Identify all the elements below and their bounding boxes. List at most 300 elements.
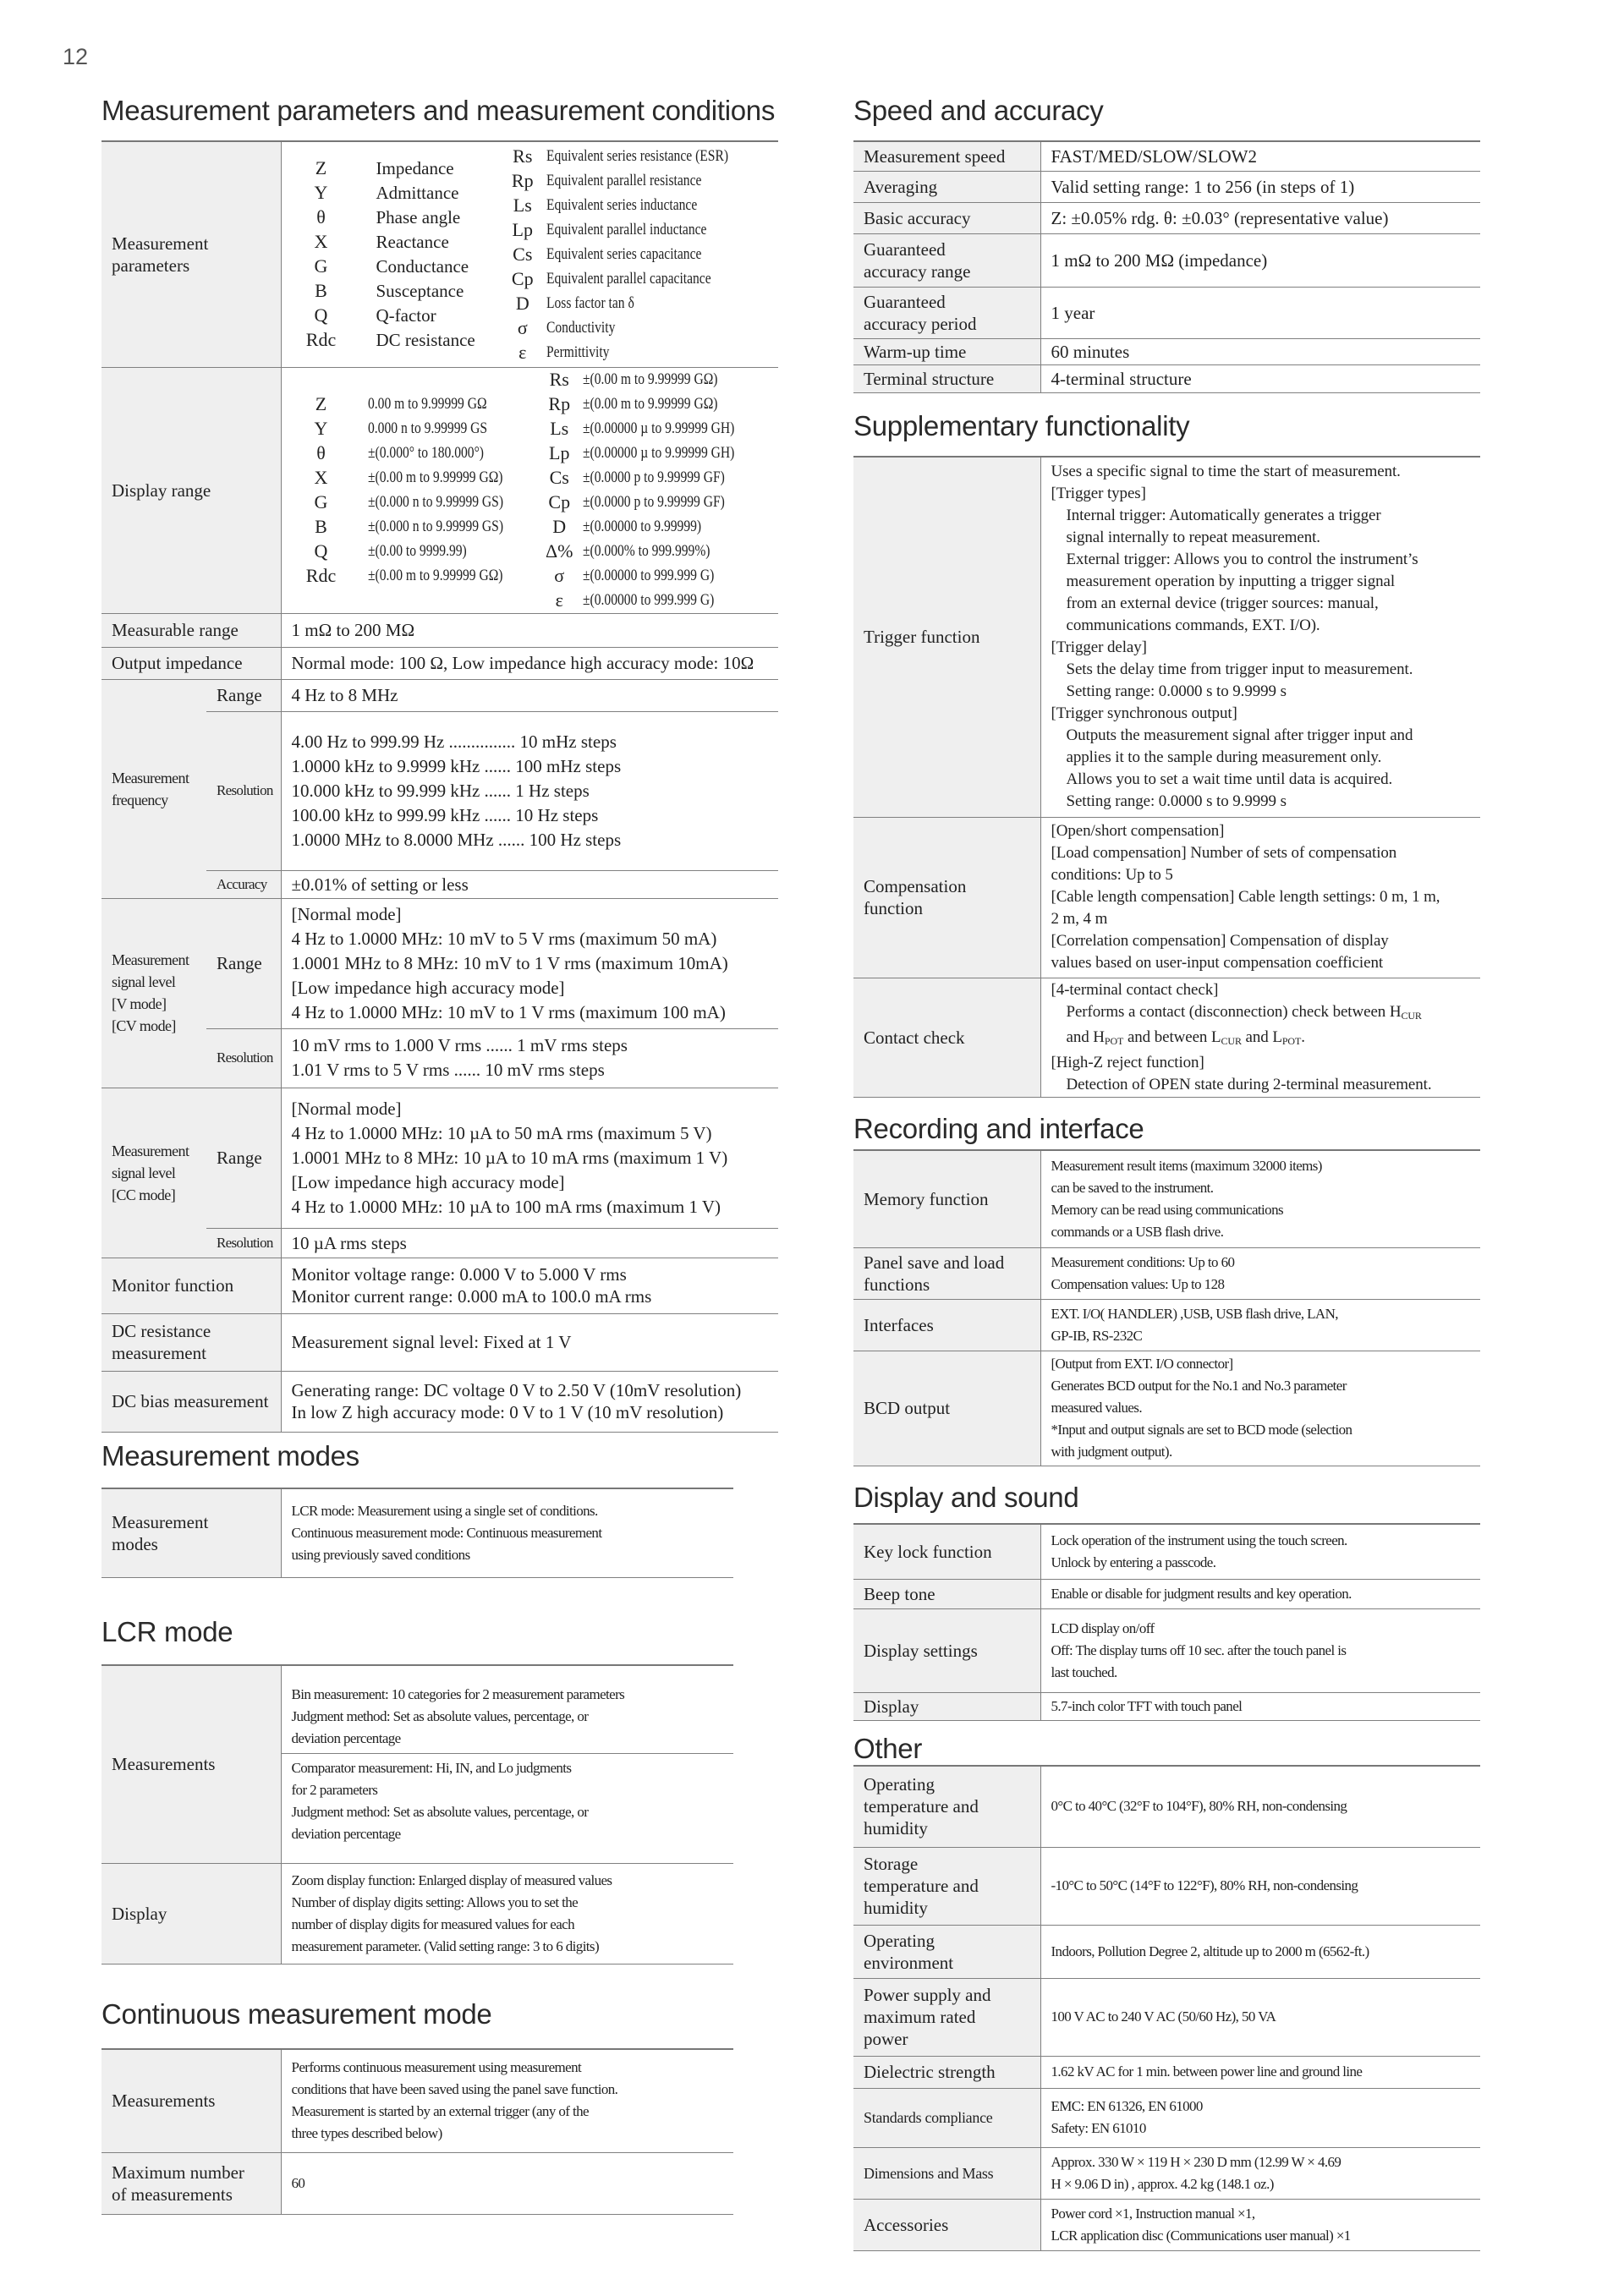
row-label: Accessories bbox=[853, 2199, 1040, 2250]
row-label: DC bias measurement bbox=[102, 1371, 281, 1432]
recording-table bbox=[853, 1149, 1480, 1466]
spec-row bbox=[853, 1766, 1480, 1847]
spec-line: Number of display digits setting: Allows you to set the bbox=[291, 1893, 579, 1910]
value-cell bbox=[1040, 457, 1480, 817]
display-range-item bbox=[292, 515, 543, 540]
description: ±(0.0000 p to 9.99999 GF) bbox=[583, 493, 726, 511]
spec-row bbox=[853, 978, 1480, 1097]
sub-label: Range bbox=[206, 1088, 281, 1228]
spec-row bbox=[102, 141, 778, 367]
description: ±(0.000° to 180.000°) bbox=[367, 444, 484, 462]
value-cell bbox=[281, 898, 778, 1028]
spec-line: 4-terminal structure bbox=[1051, 368, 1192, 389]
row-label: Measurement parameters bbox=[102, 141, 281, 367]
spec-row bbox=[853, 1247, 1480, 1299]
spec-line: Safety: EN 61010 bbox=[1051, 2120, 1146, 2136]
other-table bbox=[853, 1765, 1480, 2251]
value-cell bbox=[1040, 1847, 1480, 1925]
value-cell bbox=[281, 1313, 778, 1371]
value-cell bbox=[281, 711, 778, 870]
row-label: Measurement speed bbox=[853, 141, 1040, 171]
spec-row bbox=[102, 1088, 778, 1228]
spec-row bbox=[853, 233, 1480, 287]
spec-row bbox=[102, 898, 778, 1028]
display-range-grid bbox=[292, 368, 769, 613]
value-cell bbox=[1040, 2147, 1480, 2199]
spec-sub-line: Outputs the measurement signal after trigger input and bbox=[1066, 726, 1413, 745]
spec-line: 1 mΩ to 200 MΩ (impedance) bbox=[1051, 249, 1268, 271]
symbol: σ bbox=[517, 316, 528, 338]
spec-row bbox=[853, 1524, 1480, 1579]
spec-line: for 2 parameters bbox=[291, 1781, 378, 1798]
spec-line: LCD display on/off bbox=[1051, 1619, 1155, 1636]
spec-line: measured values. bbox=[1051, 1400, 1142, 1416]
row-label: Storage temperature and humidity bbox=[853, 1847, 1040, 1925]
symbol: Rs bbox=[513, 145, 533, 167]
spec-line: [Open/short compensation] bbox=[1051, 822, 1225, 840]
description: ±(0.00 to 9999.99) bbox=[367, 542, 467, 560]
spec-row bbox=[853, 1847, 1480, 1925]
spec-line: LCR mode: Measurement using a single set of conditions. bbox=[291, 1502, 598, 1519]
description: ±(0.000 n to 9.99999 GS) bbox=[367, 518, 503, 535]
symbol: Rp bbox=[511, 169, 534, 191]
spec-line: H × 9.06 D in) , approx. 4.2 kg (148.1 oz.) bbox=[1051, 2175, 1274, 2192]
spec-line: [Low impedance high accuracy mode] bbox=[291, 1171, 565, 1192]
spec-line: Monitor current range: 0.000 mA to 100.0 mA rms bbox=[291, 1286, 652, 1307]
group-label: Measurement signal level [V mode] [CV mode] bbox=[102, 898, 206, 1088]
spec-row bbox=[853, 141, 1480, 171]
description: Loss factor tan δ bbox=[546, 293, 634, 312]
continuous-table bbox=[102, 2048, 733, 2215]
value-cell bbox=[1040, 141, 1480, 171]
measurement-parameters-item bbox=[292, 205, 506, 230]
spec-line: Measurement is started by an external trigger (any of the bbox=[291, 2103, 589, 2120]
symbol: Rdc bbox=[305, 329, 337, 351]
modes-section-title: Measurement modes bbox=[102, 1440, 359, 1471]
spec-row bbox=[102, 613, 778, 647]
description: ±(0.00000 µ to 9.99999 GH) bbox=[583, 419, 735, 437]
spec-line: Compensation values: Up to 128 bbox=[1051, 1275, 1225, 1292]
spec-line: conditions that have been saved using the panel save function. bbox=[291, 2081, 618, 2098]
spec-row bbox=[102, 1313, 778, 1371]
row-label: Dimensions and Mass bbox=[853, 2147, 1040, 2199]
display-range-item bbox=[542, 441, 768, 466]
measurement-parameters-item bbox=[292, 279, 506, 304]
spec-line: values based on user-input compensation coefficient bbox=[1051, 954, 1384, 972]
row-label: Measurement modes bbox=[102, 1488, 281, 1577]
spec-line: 10 mV rms to 1.000 V rms ...... 1 mV rms steps bbox=[291, 1035, 628, 1055]
spec-row bbox=[853, 2199, 1480, 2250]
modes-table bbox=[102, 1488, 733, 1578]
measurement-parameters-item bbox=[292, 255, 506, 279]
description: ±(0.00000 to 9.99999) bbox=[583, 518, 702, 535]
spec-line: deviation percentage bbox=[291, 1825, 401, 1842]
value-cell bbox=[1040, 1579, 1480, 1608]
value-cell bbox=[281, 1088, 778, 1228]
speed-section-title: Speed and accuracy bbox=[853, 95, 1104, 126]
spec-line: with judgment output). bbox=[1051, 1444, 1172, 1460]
description: ±(0.00 m to 9.99999 GΩ) bbox=[367, 469, 502, 486]
spec-line: Indoors, Pollution Degree 2, altitude up to 2000 m (6562-ft.) bbox=[1051, 1943, 1369, 1959]
spec-row bbox=[102, 679, 778, 711]
value-cell bbox=[1040, 817, 1480, 978]
spec-line: Z: ±0.05% rdg. θ: ±0.03° (representative value) bbox=[1051, 207, 1389, 228]
spec-row bbox=[853, 364, 1480, 392]
symbol: Y bbox=[314, 418, 328, 439]
description: ±(0.00000 µ to 9.99999 GH) bbox=[583, 444, 735, 462]
value-cell bbox=[1040, 364, 1480, 392]
spec-line: last touched. bbox=[1051, 1663, 1117, 1680]
value-cell bbox=[1040, 171, 1480, 202]
spec-row bbox=[102, 1371, 778, 1432]
spec-row bbox=[102, 1863, 733, 1964]
description: ±(0.00 m to 9.99999 GΩ) bbox=[583, 370, 718, 388]
spec-line: conditions: Up to 5 bbox=[1051, 866, 1173, 884]
display-range-item bbox=[542, 466, 768, 490]
measurement-parameters-item bbox=[506, 168, 768, 193]
spec-line: 4.00 Hz to 999.99 Hz ............... 10 mHz steps bbox=[291, 731, 617, 752]
row-label: Operating temperature and humidity bbox=[853, 1766, 1040, 1847]
description: ±(0.00 m to 9.99999 GΩ) bbox=[583, 395, 718, 413]
spec-line: using previously saved conditions bbox=[291, 1546, 470, 1563]
spec-sub-line: External trigger: Allows you to control the instrument’s bbox=[1066, 551, 1418, 569]
symbol: B bbox=[315, 280, 327, 302]
spec-line: three types described below) bbox=[291, 2125, 442, 2142]
spec-line: [Cable length compensation] Cable length settings: 0 m, 1 m, bbox=[1051, 888, 1440, 906]
sub-label: Resolution bbox=[206, 711, 281, 870]
symbol: θ bbox=[316, 442, 326, 463]
value-cell bbox=[1040, 2056, 1480, 2088]
group-label: Measurement frequency bbox=[102, 679, 206, 898]
spec-sub-line: Performs a contact (disconnection) check between $H_{CUR}$ bbox=[1066, 1002, 1422, 1022]
sub-label: Resolution bbox=[206, 1028, 281, 1088]
spec-row bbox=[102, 2152, 733, 2214]
spec-line: Judgment method: Set as absolute values, percentage, or bbox=[291, 1707, 589, 1724]
row-label: Contact check bbox=[853, 978, 1040, 1097]
spec-row bbox=[853, 457, 1480, 817]
group-label: Measurement signal level [CC mode] bbox=[102, 1088, 206, 1258]
spec-line: [Low impedance high accuracy mode] bbox=[291, 977, 565, 998]
value-cell bbox=[1040, 1524, 1480, 1579]
spec-line: Judgment method: Set as absolute values, percentage, or bbox=[291, 1803, 589, 1820]
display-range-item bbox=[292, 417, 543, 441]
spec-line: number of display digits for measured values for each bbox=[291, 1915, 575, 1932]
spec-row bbox=[853, 338, 1480, 364]
spec-line: 4 Hz to 8 MHz bbox=[291, 685, 398, 705]
symbol: Lp bbox=[549, 442, 570, 463]
spec-row bbox=[853, 2147, 1480, 2199]
spec-row bbox=[102, 1488, 733, 1577]
spec-row bbox=[102, 1258, 778, 1313]
row-label: Basic accuracy bbox=[853, 202, 1040, 233]
description: Equivalent parallel capacitance bbox=[546, 269, 711, 288]
spec-line: Bin measurement: 10 categories for 2 measurement parameters bbox=[291, 1685, 625, 1702]
sub-label: Range bbox=[206, 898, 281, 1028]
spec-line: Continuous measurement mode: Continuous measurement bbox=[291, 1524, 602, 1541]
value-cell bbox=[1040, 338, 1480, 364]
measurement-parameters-item bbox=[292, 156, 506, 181]
description: Equivalent parallel resistance bbox=[546, 171, 702, 189]
spec-row bbox=[102, 367, 778, 613]
value-cell bbox=[1040, 1692, 1480, 1720]
symbol: D bbox=[515, 292, 529, 314]
value-cell bbox=[281, 1371, 778, 1432]
spec-line: [Normal mode] bbox=[291, 903, 402, 924]
display-range-item bbox=[292, 466, 543, 490]
row-label: Standards compliance bbox=[853, 2088, 1040, 2147]
spec-line: 10 µA rms steps bbox=[291, 1232, 407, 1253]
spec-line: [High-Z reject function] bbox=[1051, 1053, 1204, 1071]
spec-line: LCR application disc (Communications user manual) ×1 bbox=[1051, 2227, 1351, 2244]
value-cell bbox=[1040, 2199, 1480, 2250]
display-range-item bbox=[292, 392, 543, 417]
spec-line: EMC: EN 61326, EN 61000 bbox=[1051, 2098, 1203, 2114]
row-label: BCD output bbox=[853, 1351, 1040, 1466]
row-label: Monitor function bbox=[102, 1258, 281, 1313]
row-label: Interfaces bbox=[853, 1299, 1040, 1351]
description: ±(0.000 n to 9.99999 GS) bbox=[367, 493, 503, 511]
value-cell bbox=[1040, 1299, 1480, 1351]
measurement-parameters-item bbox=[506, 315, 768, 340]
display-range-item bbox=[542, 564, 768, 589]
symbol: Cs bbox=[513, 243, 533, 265]
spec-line: FAST/MED/SLOW/SLOW2 bbox=[1051, 145, 1257, 167]
value-cell bbox=[281, 1863, 733, 1964]
spec-line: 1.01 V rms to 5 V rms ...... 10 mV rms steps bbox=[291, 1060, 605, 1080]
spec-line: commands or a USB flash drive. bbox=[1051, 1223, 1224, 1240]
row-label: Warm-up time bbox=[853, 338, 1040, 364]
spec-row bbox=[853, 2088, 1480, 2147]
description: Q-factor bbox=[376, 305, 436, 326]
display-range-item bbox=[542, 490, 768, 515]
spec-row bbox=[102, 647, 778, 679]
spec-line: [Trigger delay] bbox=[1051, 638, 1147, 657]
measurement-parameters-item bbox=[292, 230, 506, 255]
row-label: Key lock function bbox=[853, 1524, 1040, 1579]
description: ±(0.00000 to 999.999 G) bbox=[583, 591, 715, 609]
display-range-item bbox=[542, 417, 768, 441]
description: ±(0.0000 p to 9.99999 GF) bbox=[583, 469, 726, 486]
spec-line: Performs continuous measurement using measurement bbox=[291, 2059, 582, 2076]
sub-label: Range bbox=[206, 679, 281, 711]
page-number: 12 bbox=[63, 44, 89, 69]
measurement-parameters-item bbox=[506, 266, 768, 291]
description: Equivalent series resistance (ESR) bbox=[546, 146, 728, 165]
spec-sub-line: Setting range: 0.0000 s to 9.9999 s bbox=[1066, 682, 1287, 701]
description: Permittivity bbox=[546, 342, 610, 361]
spec-row bbox=[853, 817, 1480, 978]
description: Equivalent series capacitance bbox=[546, 244, 702, 263]
spec-line: 100 V AC to 240 V AC (50/60 Hz), 50 VA bbox=[1051, 2008, 1276, 2025]
display-range-cell bbox=[281, 367, 778, 613]
sub-label: Resolution bbox=[206, 1228, 281, 1258]
description: Equivalent parallel inductance bbox=[546, 220, 707, 238]
conditions-section-title: Measurement parameters and measurement conditions bbox=[102, 95, 776, 126]
spec-line: 1 mΩ to 200 MΩ bbox=[291, 620, 415, 640]
spec-sub-line: Setting range: 0.0000 s to 9.9999 s bbox=[1066, 792, 1287, 811]
spec-line: Measurement signal level: Fixed at 1 V bbox=[291, 1332, 572, 1352]
description: DC resistance bbox=[376, 330, 475, 351]
spec-line: 1.0000 MHz to 8.0000 MHz ...... 100 Hz steps bbox=[291, 829, 622, 850]
measurement-parameters-item bbox=[506, 242, 768, 266]
spec-line: Off: The display turns off 10 sec. after the touch panel is bbox=[1051, 1641, 1347, 1658]
row-label: Panel save and load functions bbox=[853, 1247, 1040, 1299]
spec-line: Monitor voltage range: 0.000 V to 5.000 V rms bbox=[291, 1264, 627, 1285]
spec-line: Zoom display function: Enlarged display of measured values bbox=[291, 1871, 612, 1888]
measurement-parameters-item bbox=[506, 291, 768, 315]
spec-line: [4-terminal contact check] bbox=[1051, 980, 1219, 999]
row-label: Dielectric strength bbox=[853, 2056, 1040, 2088]
description: ±(0.00 m to 9.99999 GΩ) bbox=[367, 567, 502, 584]
value-cell bbox=[281, 647, 778, 679]
spec-line: *Input and output signals are set to BCD mode (selection bbox=[1051, 1422, 1352, 1438]
spec-line: 1.0001 MHz to 8 MHz: 10 mV to 1 V rms (maximum 10mA) bbox=[291, 952, 728, 973]
measurement-parameters-item bbox=[292, 304, 506, 328]
spec-row bbox=[853, 2056, 1480, 2088]
description: ±(0.000% to 999.999%) bbox=[583, 542, 710, 560]
display-range-item bbox=[542, 540, 768, 564]
description: Admittance bbox=[376, 183, 459, 204]
row-label: DC resistance measurement bbox=[102, 1313, 281, 1371]
spec-line: Generates BCD output for the No.1 and No.3 parameter bbox=[1051, 1378, 1347, 1394]
row-label: Compensation function bbox=[853, 817, 1040, 978]
other-section-title: Other bbox=[853, 1733, 923, 1764]
symbol: Ls bbox=[513, 194, 532, 216]
value-cell bbox=[281, 2049, 733, 2152]
spec-line: deviation percentage bbox=[291, 1729, 401, 1746]
supplementary-section-title: Supplementary functionality bbox=[853, 410, 1190, 441]
value-cell bbox=[1040, 1351, 1480, 1466]
spec-line: [Output from EXT. I/O connector] bbox=[1051, 1356, 1233, 1372]
spec-sub-line: measurement operation by inputting a trigger signal bbox=[1066, 573, 1396, 591]
description: Equivalent series inductance bbox=[546, 195, 698, 214]
spec-sub-line: from an external device (trigger sources: manual, bbox=[1066, 595, 1379, 613]
value-cell bbox=[281, 2152, 733, 2214]
row-label: Operating environment bbox=[853, 1925, 1040, 1978]
spec-row bbox=[853, 1299, 1480, 1351]
symbol: Rs bbox=[549, 369, 569, 390]
row-label: Display range bbox=[102, 367, 281, 613]
symbol: X bbox=[314, 231, 328, 253]
value-block bbox=[282, 1753, 734, 1845]
display-range-item bbox=[292, 490, 543, 515]
symbol: Ls bbox=[550, 418, 569, 439]
spec-row bbox=[853, 202, 1480, 233]
spec-line: In low Z high accuracy mode: 0 V to 1 V (10 mV resolution) bbox=[291, 1402, 724, 1422]
spec-line: 4 Hz to 1.0000 MHz: 10 mV to 1 V rms (maximum 100 mA) bbox=[291, 1001, 726, 1022]
spec-row bbox=[853, 1692, 1480, 1720]
symbol: X bbox=[314, 467, 328, 488]
sub-label: Accuracy bbox=[206, 870, 281, 898]
value-cell bbox=[1040, 202, 1480, 233]
spec-line: 60 minutes bbox=[1051, 341, 1130, 362]
spec-line: Unlock by entering a passcode. bbox=[1051, 1553, 1216, 1570]
row-label: Measurements bbox=[102, 1665, 281, 1863]
spec-row bbox=[102, 2049, 733, 2152]
spec-row bbox=[102, 1665, 733, 1863]
description: Conductivity bbox=[546, 318, 616, 337]
value-cell bbox=[1040, 1247, 1480, 1299]
row-label: Beep tone bbox=[853, 1579, 1040, 1608]
conditions-table bbox=[102, 140, 778, 1433]
spec-line: 4 Hz to 1.0000 MHz: 10 µA to 100 mA rms (maximum 1 V) bbox=[291, 1196, 721, 1217]
spec-line: 60 bbox=[291, 2174, 305, 2191]
lcr-section-title: LCR mode bbox=[102, 1616, 233, 1647]
spec-row bbox=[853, 1150, 1480, 1247]
display-table bbox=[853, 1523, 1480, 1721]
symbol: D bbox=[552, 516, 567, 537]
symbol: Cp bbox=[511, 267, 534, 289]
symbol: Z bbox=[315, 393, 327, 414]
value-cell bbox=[281, 1228, 778, 1258]
spec-sub-line: Sets the delay time from trigger input to measurement. bbox=[1066, 660, 1413, 679]
symbol: Rp bbox=[548, 393, 571, 414]
spec-line: Enable or disable for judgment results and key operation. bbox=[1051, 1585, 1352, 1602]
spec-line: Generating range: DC voltage 0 V to 2.50 V (10mV resolution) bbox=[291, 1380, 742, 1400]
value-cell bbox=[281, 870, 778, 898]
row-label: Display bbox=[853, 1692, 1040, 1720]
value-cell bbox=[281, 679, 778, 711]
spec-line: 100.00 kHz to 999.99 kHz ...... 10 Hz steps bbox=[291, 804, 599, 825]
value-cell bbox=[1040, 1766, 1480, 1847]
params-cell bbox=[281, 141, 778, 367]
recording-section-title: Recording and interface bbox=[853, 1113, 1144, 1144]
value-cell bbox=[281, 1665, 733, 1863]
spec-sub-line: and $H_{POT}$ and between $L_{CUR}$ and $L_{POT}$. bbox=[1066, 1027, 1305, 1047]
display-range-item bbox=[542, 392, 768, 417]
spec-line: -10°C to 50°C (14°F to 122°F), 80% RH, non-condensing bbox=[1051, 1877, 1358, 1893]
display-range-item bbox=[542, 368, 768, 392]
value-cell bbox=[1040, 1150, 1480, 1247]
lcr-table bbox=[102, 1664, 733, 1964]
row-label: Averaging bbox=[853, 171, 1040, 202]
description: Susceptance bbox=[376, 281, 464, 302]
spec-line: [Correlation compensation] Compensation of display bbox=[1051, 932, 1389, 950]
spec-line: Memory can be read using communications bbox=[1051, 1201, 1283, 1218]
measurement-parameters-item bbox=[506, 144, 768, 168]
display-range-item bbox=[292, 564, 543, 589]
row-label: Display bbox=[102, 1863, 281, 1964]
spec-line: 1.62 kV AC for 1 min. between power line and ground line bbox=[1051, 2063, 1363, 2080]
value-cell bbox=[1040, 1608, 1480, 1692]
spec-sub-line: communications commands, EXT. I/O). bbox=[1066, 616, 1320, 635]
spec-line: EXT. I/O( HANDLER) ,USB, USB flash drive, LAN, bbox=[1051, 1305, 1338, 1322]
symbol: Z bbox=[315, 157, 327, 179]
description: Phase angle bbox=[376, 207, 461, 228]
spec-sub-line: applies it to the sample during measurement only. bbox=[1066, 748, 1382, 767]
value-cell bbox=[281, 1488, 733, 1577]
spec-line: 1.0001 MHz to 8 MHz: 10 µA to 10 mA rms (maximum 1 V) bbox=[291, 1147, 728, 1168]
measurement-parameters-left-list bbox=[292, 156, 506, 353]
display-section-title: Display and sound bbox=[853, 1482, 1079, 1513]
value-cell bbox=[281, 613, 778, 647]
spec-line: [Trigger synchronous output] bbox=[1051, 704, 1237, 723]
measurement-parameters-item bbox=[292, 328, 506, 353]
spec-line: 5.7-inch color TFT with touch panel bbox=[1051, 1697, 1243, 1714]
row-label: Guaranteed accuracy period bbox=[853, 287, 1040, 338]
value-cell bbox=[1040, 978, 1480, 1097]
symbol: σ bbox=[554, 565, 565, 586]
spec-line: [Normal mode] bbox=[291, 1098, 402, 1119]
display-range-right-list bbox=[542, 368, 768, 613]
description: Conductance bbox=[376, 256, 469, 277]
display-range-item bbox=[292, 441, 543, 466]
row-label: Terminal structure bbox=[853, 364, 1040, 392]
description: ±(0.00000 to 999.999 G) bbox=[583, 567, 715, 584]
description: 0.00 m to 9.99999 GΩ bbox=[367, 395, 487, 413]
symbol: B bbox=[315, 516, 327, 537]
symbol: ε bbox=[518, 341, 527, 363]
